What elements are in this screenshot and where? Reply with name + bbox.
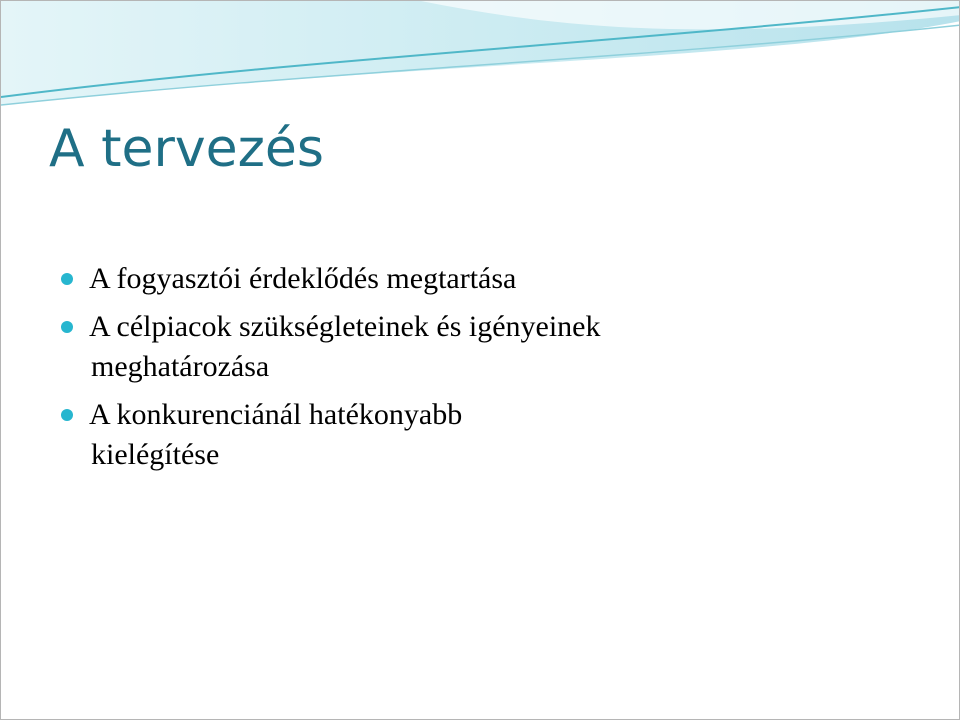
bullet-text-continued: kielégítése [91, 438, 220, 471]
bullet-text: A fogyasztói érdeklődés megtartása [89, 262, 517, 295]
bullet-text: A konkurenciánál hatékonyabb [89, 398, 463, 431]
bullet-text-continued: meghatározása [91, 350, 270, 383]
bullet-dot-icon [61, 321, 73, 333]
bullet-item [61, 307, 901, 387]
bullet-item [61, 259, 901, 299]
bullet-text: A célpiacok szükségleteinek és igényeinek [89, 310, 601, 343]
bullet-list [61, 259, 901, 483]
bullet-dot-icon [61, 409, 73, 421]
header-wave-decoration [1, 1, 960, 121]
bullet-item [61, 395, 901, 475]
bullet-dot-icon [61, 273, 73, 285]
slide-title: A tervezés [49, 119, 325, 179]
